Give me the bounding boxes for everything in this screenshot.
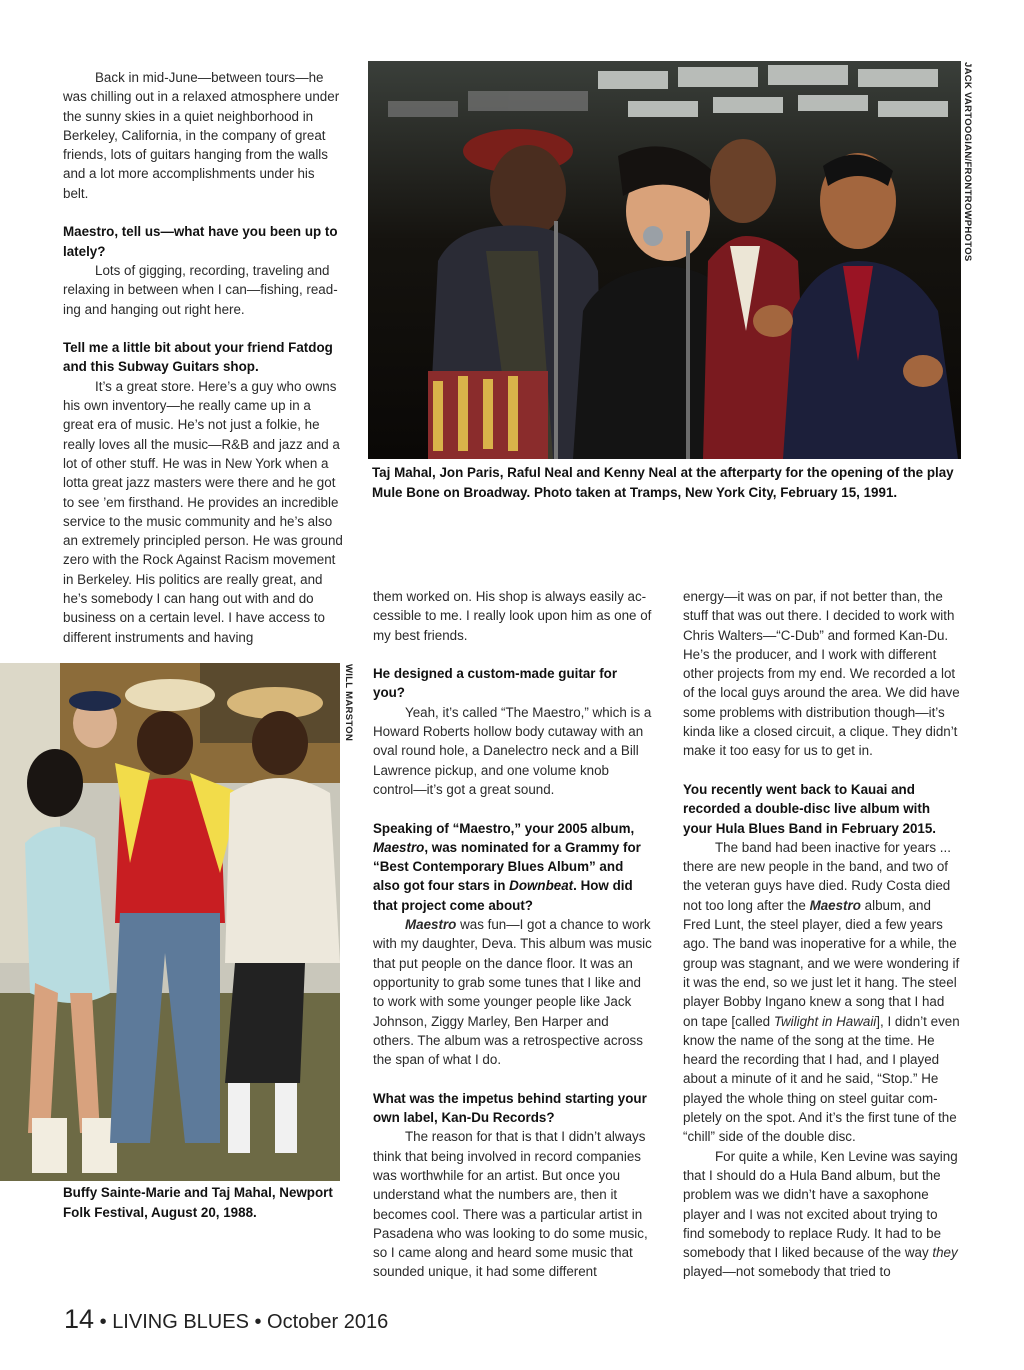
photo-newport-folk-festival xyxy=(0,663,340,1181)
caption-concert-photo: Taj Mahal, Jon Paris, Raful Neal and Kenny Neal at the afterparty for the opening of the play Mule Bone on Broadway. Photo taken at Tramps, New York City, February 15, 1991. xyxy=(372,465,954,500)
intro-paragraph: Back in mid-June—between tours—he was chilling out in a relaxed atmosphere under the sunny skies in a quiet neighborhood in Berkeley, California, in the company of great friends, lots of guitars hanging from the walls and a lot more accomplishments under his belt. xyxy=(63,70,340,201)
answer-maestro-album: Maestro was fun—I got a chance to work with my daughter, Deva. This album was music that put people on the dance floor. It was an opportunity to grab some tunes that I like and to work with some younger people like Jack Johnson, Ziggy Marley, Ben Harper and others. The album was a retrospective across the span of what I do. xyxy=(373,917,652,1068)
magazine-name: LIVING BLUES xyxy=(112,1311,249,1333)
question-maestro-album: Speaking of “Maestro,” your 2005 album, Maestro, was nominated for a Grammy for “Best Contemporary Blues Album” and also got four stars in Downbeat. How did that project come about? xyxy=(373,820,641,913)
answer-custom-guitar: Yeah, it’s called “The Maestro,” which is a Howard Roberts hollow body cutaway with an oval round hole, a Danelectro neck and a Bill Lawrence pickup, and one volume knob control—it’s got a great sound. xyxy=(373,704,652,797)
question-up-to-lately: Maestro, tell us—what have you been up to lately? xyxy=(63,224,338,259)
column-3 xyxy=(683,587,961,1282)
answer-kan-du-records: The reason for that is that I didn’t always think that being involved in record companies was worthwhile for an artist. But once you understand what the numbers are, then it becomes cool. There was a particular artist in Pasadena who was looking to do some music, so I came along and heard some music that sounded unique, it had some different xyxy=(373,1129,648,1280)
answer-hula-band: For quite a while, Ken Levine was saying that I should do a Hula Band album, but the problem was we didn’t have a saxophone player and I was not excited about trying to find somebody to replace Rudy. It had to be somebody that I liked because of the way they played—not somebody that tried to xyxy=(683,1148,958,1280)
question-fatdog: Tell me a little bit about your friend Fatdog and this Subway Guitars shop. xyxy=(63,340,333,375)
photo-concert-afterparty xyxy=(368,61,961,459)
photo-credit-vartoogian: JACK VARTOOGIAN/FRONTROWPHOTOS xyxy=(962,62,973,262)
footer-bullet-1: • xyxy=(99,1311,107,1333)
page-footer xyxy=(64,1304,388,1335)
question-kan-du-records: What was the impetus behind starting your own label, Kan-Du Records? xyxy=(373,1090,647,1126)
column-1 xyxy=(63,68,343,647)
newport-photo-illustration xyxy=(0,663,340,1181)
answer-up-to-lately: Lots of gigging, recording, traveling and relaxing in between when I can—fishing, reading and hanging out right here. xyxy=(63,262,338,317)
answer-fatdog: It’s a great store. Here’s a guy who owns his own inventory—he really came up in a great era of music. He’s not just a folkie, he really loves all the music—R&B and jazz and a lot of other stuff. He was in New York when a lotta great jazz masters were there and he got to see ’em firsthand. He provides an incredible service to the music community and he’s also an extremely principled person. He was ground zero with the Rock Against Racism movement in Berkeley. His politics are really great, and he’s somebody I can hang out with and do business on a certain level. I have access to different instruments and having xyxy=(63,378,343,645)
question-custom-guitar: He designed a custom-made guitar for you? xyxy=(373,666,618,701)
caption-newport-photo: Buffy Sainte-Marie and Taj Mahal, Newport Folk Festival, August 20, 1988. xyxy=(63,1185,333,1220)
page-number: 14 xyxy=(64,1304,95,1334)
question-kauai-album: You recently went back to Kauai and recorded a double-disc live album with your Hula Blues Band in February 2015. xyxy=(683,781,937,836)
answer-kan-du-continued: energy—it was on par, if not better than, the stuff that was out there. I decided to work with Chris Walters—“C-Dub” and formed Kan-Du. He’s the producer, and I work with different other projects from my end. We recorded a lot of the local guys around the area. We did have some problems with distribution though—it’s kinda like a closed circuit, a clique. They didn’t make it too easy for us to get in. xyxy=(683,589,960,759)
issue-date: October 2016 xyxy=(267,1311,389,1333)
answer-fatdog-continued: them worked on. His shop is always easily accessible to me. I really look upon him as one of my best friends. xyxy=(373,589,652,643)
footer-bullet-2: • xyxy=(254,1311,262,1333)
photo-credit-marston: WILL MARSTON xyxy=(343,664,354,742)
column-2 xyxy=(373,587,652,1282)
concert-photo-illustration xyxy=(368,61,961,459)
answer-kauai-album: The band had been inactive for years ... there are new people in the band, and two of the veteran guys have died. Rudy Costa died not too long after the Maestro album, and Fred Lunt, the steel player, died a few years ago. The band was inoperative for a while, the group was stagnant, and we were wondering if it was the end, so we just let it hang. The steel player Bobby Ingano knew a song that I had on tape [called Twilight in Hawaii], I didn’t even know the name of the song at the time. He heard the recording that I had, and I played about a minute of it and he said, “Stop.” He played the whole thing on steel guitar completely on the spot. And it’s the first tune of the “chill” side of the double disc. xyxy=(683,839,960,1145)
